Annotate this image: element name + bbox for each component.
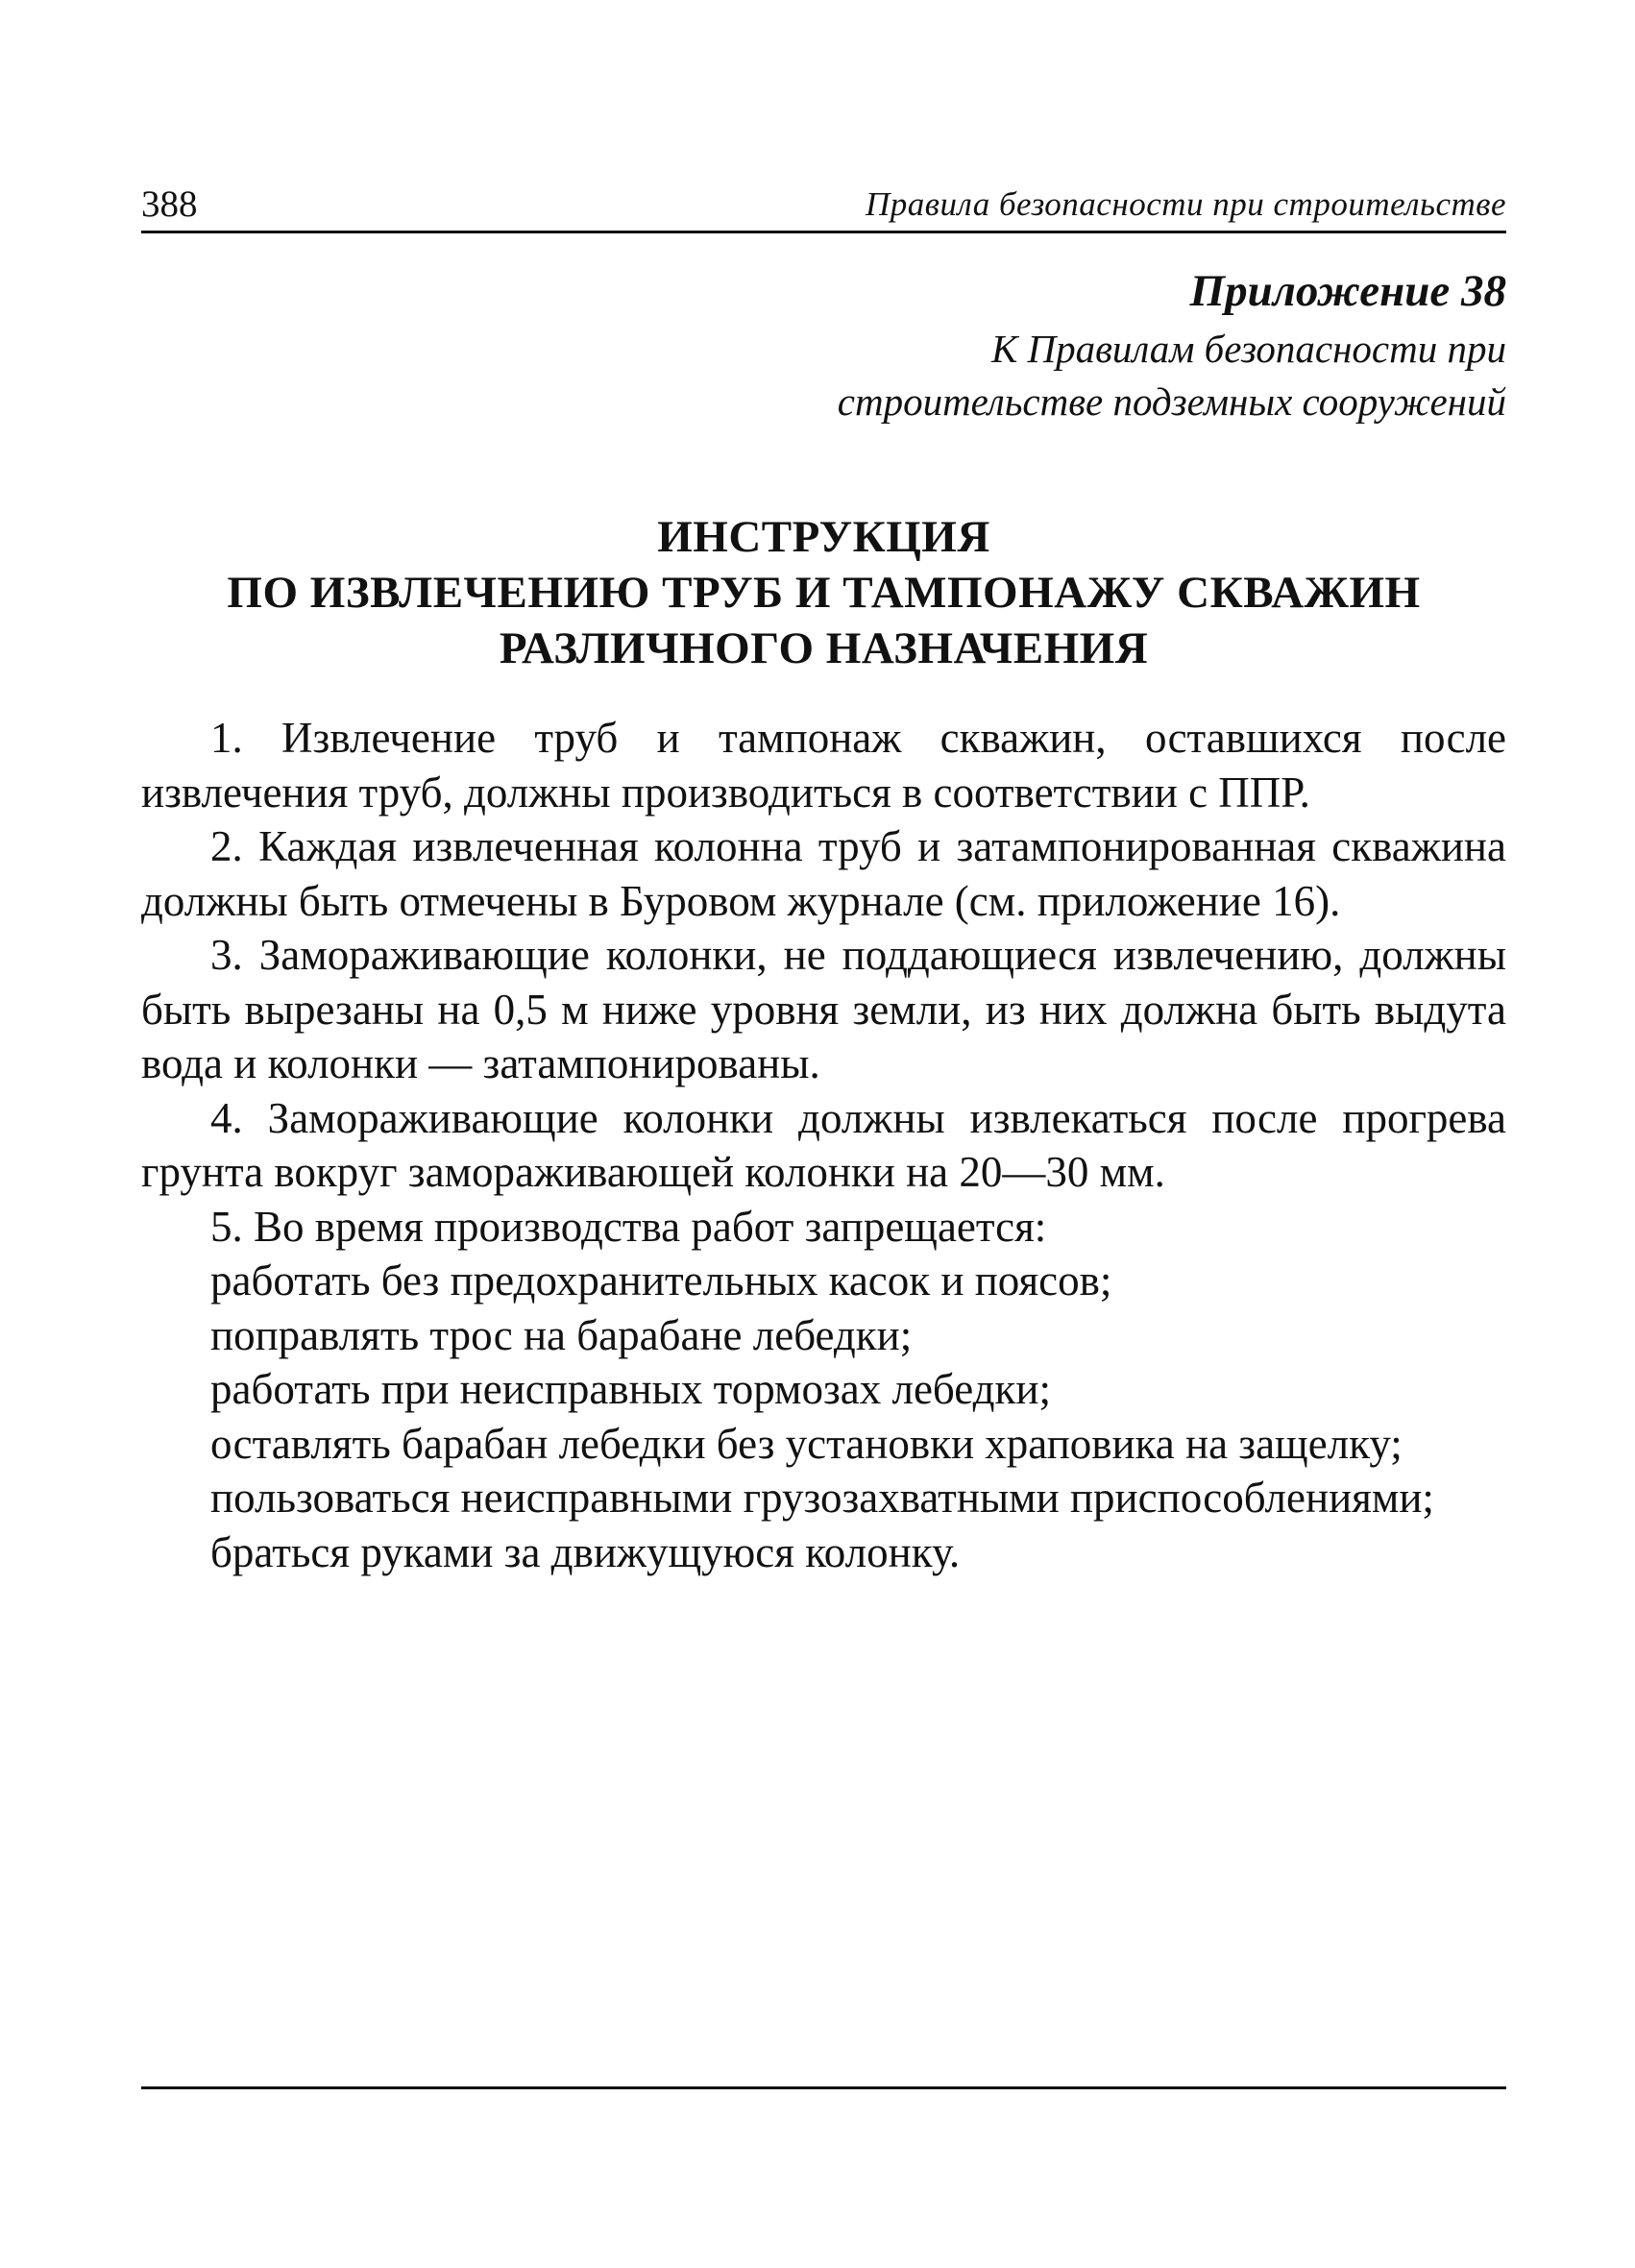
paragraph-item-4: 4. Замораживающие колонки должны извлекаться после прогрева грунта вокруг замораживающей колонки на 20—30 мм. xyxy=(141,1093,1506,1196)
body-text xyxy=(141,711,1506,1579)
page-number: 388 xyxy=(141,183,198,225)
prohibition-item: работать без предохранительных касок и поясов; xyxy=(210,1256,1112,1305)
paragraph-item-3: 3. Замораживающие колонки, не поддающиеся извлечению, должны быть вырезаны на 0,5 м ниже уровня земли, из них должна быть выдута вода и колонки — затампонированы. xyxy=(141,931,1506,1087)
appendix-reference-line-1: К Правилам безопасности при xyxy=(990,327,1506,371)
running-header xyxy=(141,181,1506,229)
appendix-block xyxy=(838,259,1506,428)
prohibition-item: поправлять трос на барабане лебедки; xyxy=(210,1310,913,1359)
header-rule xyxy=(141,231,1506,233)
heading-line-2: ПО ИЗВЛЕЧЕНИЮ ТРУБ И ТАМПОНАЖУ СКВАЖИН xyxy=(227,568,1421,618)
paragraph-item-2: 2. Каждая извлеченная колонна труб и затампонированная скважина должны быть отмечены в Буровом журнале (см. приложение 16). xyxy=(141,822,1506,925)
paragraph-item-5: 5. Во время производства работ запрещается: xyxy=(210,1202,1047,1251)
prohibition-item: пользоваться неисправными грузозахватными приспособлениями; xyxy=(210,1474,1434,1522)
footer-rule xyxy=(141,2086,1506,2089)
heading-line-1: ИНСТРУКЦИЯ xyxy=(657,512,990,562)
document-heading xyxy=(141,509,1506,676)
running-title: Правила безопасности при строительстве xyxy=(866,185,1506,223)
appendix-reference-line-2: строительстве подземных сооружений xyxy=(837,379,1506,424)
paragraph-item-1: 1. Извлечение труб и тампонаж скважин, оставшихся после извлечения труб, должны производиться в соответствии с ППР. xyxy=(141,714,1506,817)
prohibition-item: оставлять барабан лебедки без установки храповика на защелку; xyxy=(210,1419,1403,1468)
prohibition-item: браться руками за движущуюся колонку. xyxy=(210,1527,961,1576)
heading-line-3: РАЗЛИЧНОГО НАЗНАЧЕНИЯ xyxy=(499,623,1149,673)
prohibition-item: работать при неисправных тормозах лебедки; xyxy=(210,1365,1051,1413)
appendix-title: Приложение 38 xyxy=(1189,266,1506,316)
